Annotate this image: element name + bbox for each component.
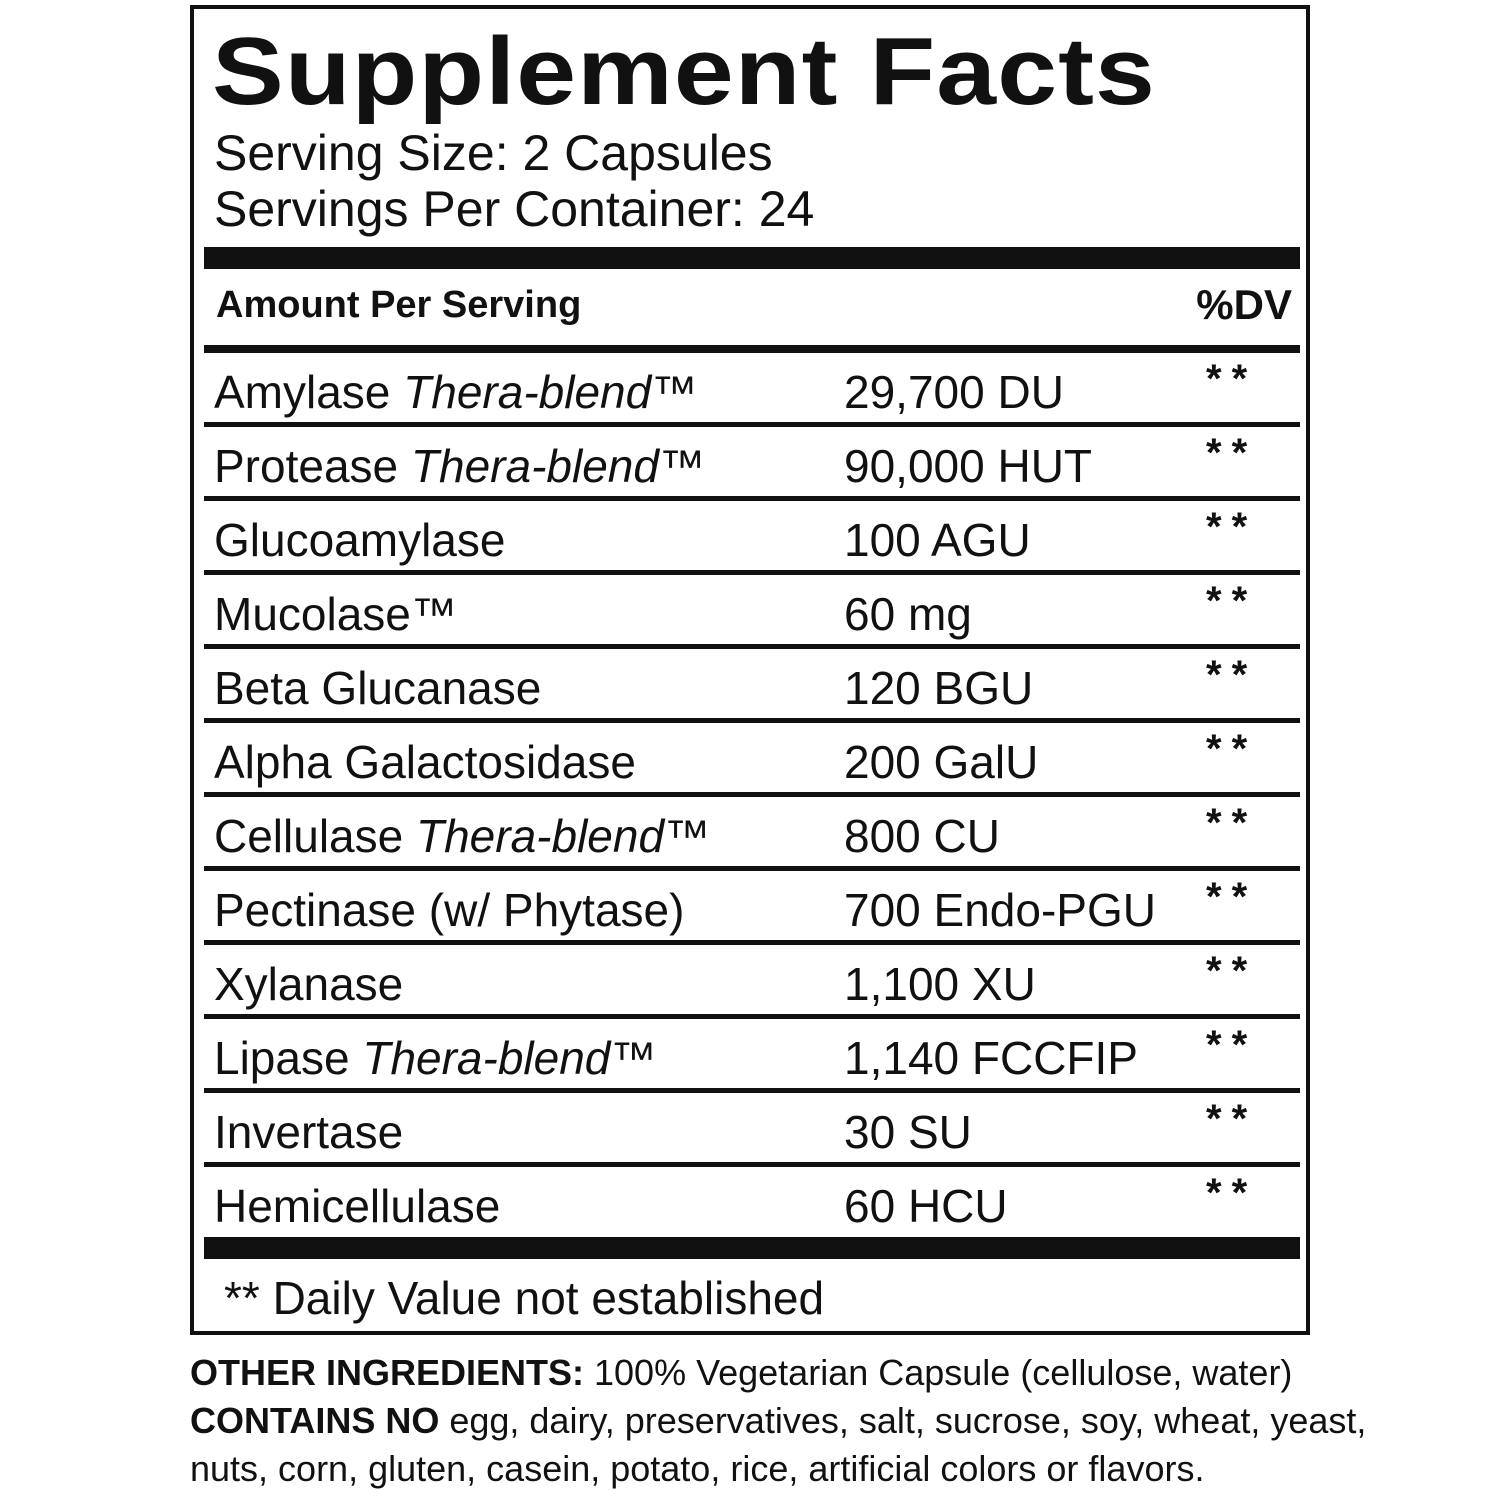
other-ingredients-label: OTHER INGREDIENTS:	[190, 1352, 585, 1393]
ingredient-blend-text: Thera-blend™	[416, 810, 711, 862]
contains-no-text-1: egg, dairy, preservatives, salt, sucrose, soy, wheat, yeast,	[439, 1400, 1367, 1441]
ingredient-dv: **	[1206, 1171, 1258, 1215]
other-ingredients	[190, 1348, 1310, 1398]
ingredient-amount: 200 GalU	[844, 736, 1039, 788]
ingredient-table	[204, 353, 1300, 1241]
ingredient-amount: 700 Endo-PGU	[844, 884, 1156, 936]
ingredient-name-text: Hemicellulase	[214, 1180, 501, 1232]
ingredient-name	[214, 1105, 403, 1159]
ingredient-name-text: Alpha Galactosidase	[214, 736, 636, 788]
header-divider	[204, 345, 1300, 353]
ingredient-blend-text: Thera-blend™	[410, 440, 705, 492]
ingredient-amount: 29,700 DU	[844, 366, 1064, 418]
table-row	[204, 1019, 1300, 1093]
ingredient-name	[214, 1031, 656, 1085]
ingredient-name-text: Cellulase	[214, 810, 416, 862]
ingredient-dv: **	[1206, 1023, 1258, 1067]
ingredient-name	[214, 439, 705, 493]
table-row	[204, 575, 1300, 649]
ingredient-name	[214, 1179, 500, 1233]
thick-divider-bottom	[204, 1237, 1300, 1259]
ingredient-dv: **	[1206, 431, 1258, 475]
ingredient-amount: 100 AGU	[844, 514, 1031, 566]
ingredient-name	[214, 957, 403, 1011]
ingredient-name	[214, 809, 710, 863]
ingredient-amount: 90,000 HUT	[844, 440, 1093, 492]
panel-title: Supplement Facts	[212, 18, 1156, 125]
ingredient-dv: **	[1206, 801, 1258, 845]
ingredient-dv: **	[1206, 949, 1258, 993]
ingredient-dv: **	[1206, 579, 1258, 623]
table-row	[204, 1167, 1300, 1241]
table-row	[204, 501, 1300, 575]
contains-no-continued: nuts, corn, gluten, casein, potato, rice, artificial colors or flavors.	[190, 1448, 1205, 1489]
ingredient-amount: 1,140 FCCFIP	[844, 1032, 1138, 1084]
supplement-facts-panel	[190, 5, 1310, 1335]
ingredient-amount: 60 mg	[844, 588, 972, 640]
ingredient-name-text: Beta Glucanase	[214, 662, 542, 714]
ingredient-dv: **	[1206, 357, 1258, 401]
ingredient-amount: 1,100 XU	[844, 958, 1036, 1010]
ingredient-name	[214, 661, 541, 715]
ingredient-name-text: Xylanase	[214, 958, 404, 1010]
ingredient-amount: 60 HCU	[844, 1180, 1008, 1232]
ingredient-amount: 30 SU	[844, 1106, 972, 1158]
ingredient-amount: 800 CU	[844, 810, 1000, 862]
ingredient-name-text: Invertase	[214, 1106, 404, 1158]
ingredient-name	[214, 735, 636, 789]
ingredient-dv: **	[1206, 653, 1258, 697]
ingredient-name-text: Mucolase™	[214, 588, 457, 640]
serving-size: Serving Size: 2 Capsules	[214, 125, 773, 181]
ingredient-name-text: Lipase	[214, 1032, 363, 1084]
other-ingredients-text: 100% Vegetarian Capsule (cellulose, water)	[584, 1352, 1293, 1393]
table-row	[204, 723, 1300, 797]
table-row	[204, 945, 1300, 1019]
amount-per-serving-header: Amount Per Serving	[216, 284, 582, 326]
daily-value-header: %DV	[1196, 281, 1292, 328]
table-row	[204, 353, 1300, 427]
ingredient-name-text: Amylase	[214, 366, 404, 418]
ingredient-blend-text: Thera-blend™	[362, 1032, 657, 1084]
ingredient-name	[214, 513, 505, 567]
contains-no-label: CONTAINS NO	[190, 1400, 440, 1441]
ingredient-blend-text: Thera-blend™	[403, 366, 698, 418]
ingredient-name-text: Protease	[214, 440, 411, 492]
table-row	[204, 427, 1300, 501]
ingredient-dv: **	[1206, 727, 1258, 771]
ingredient-dv: **	[1206, 875, 1258, 919]
table-row	[204, 871, 1300, 945]
contains-no	[190, 1396, 1367, 1446]
ingredient-dv: **	[1206, 505, 1258, 549]
footnote: ** Daily Value not established	[224, 1272, 825, 1324]
ingredient-dv: **	[1206, 1097, 1258, 1141]
table-row	[204, 649, 1300, 723]
ingredient-name-text: Pectinase (w/ Phytase)	[214, 884, 685, 936]
servings-per-container: Servings Per Container: 24	[214, 181, 815, 237]
ingredient-name	[214, 883, 684, 937]
thick-divider-top	[204, 247, 1300, 269]
ingredient-name	[214, 365, 697, 419]
ingredient-name	[214, 587, 457, 641]
ingredient-amount: 120 BGU	[844, 662, 1034, 714]
table-row	[204, 797, 1300, 871]
table-row	[204, 1093, 1300, 1167]
ingredient-name-text: Glucoamylase	[214, 514, 506, 566]
